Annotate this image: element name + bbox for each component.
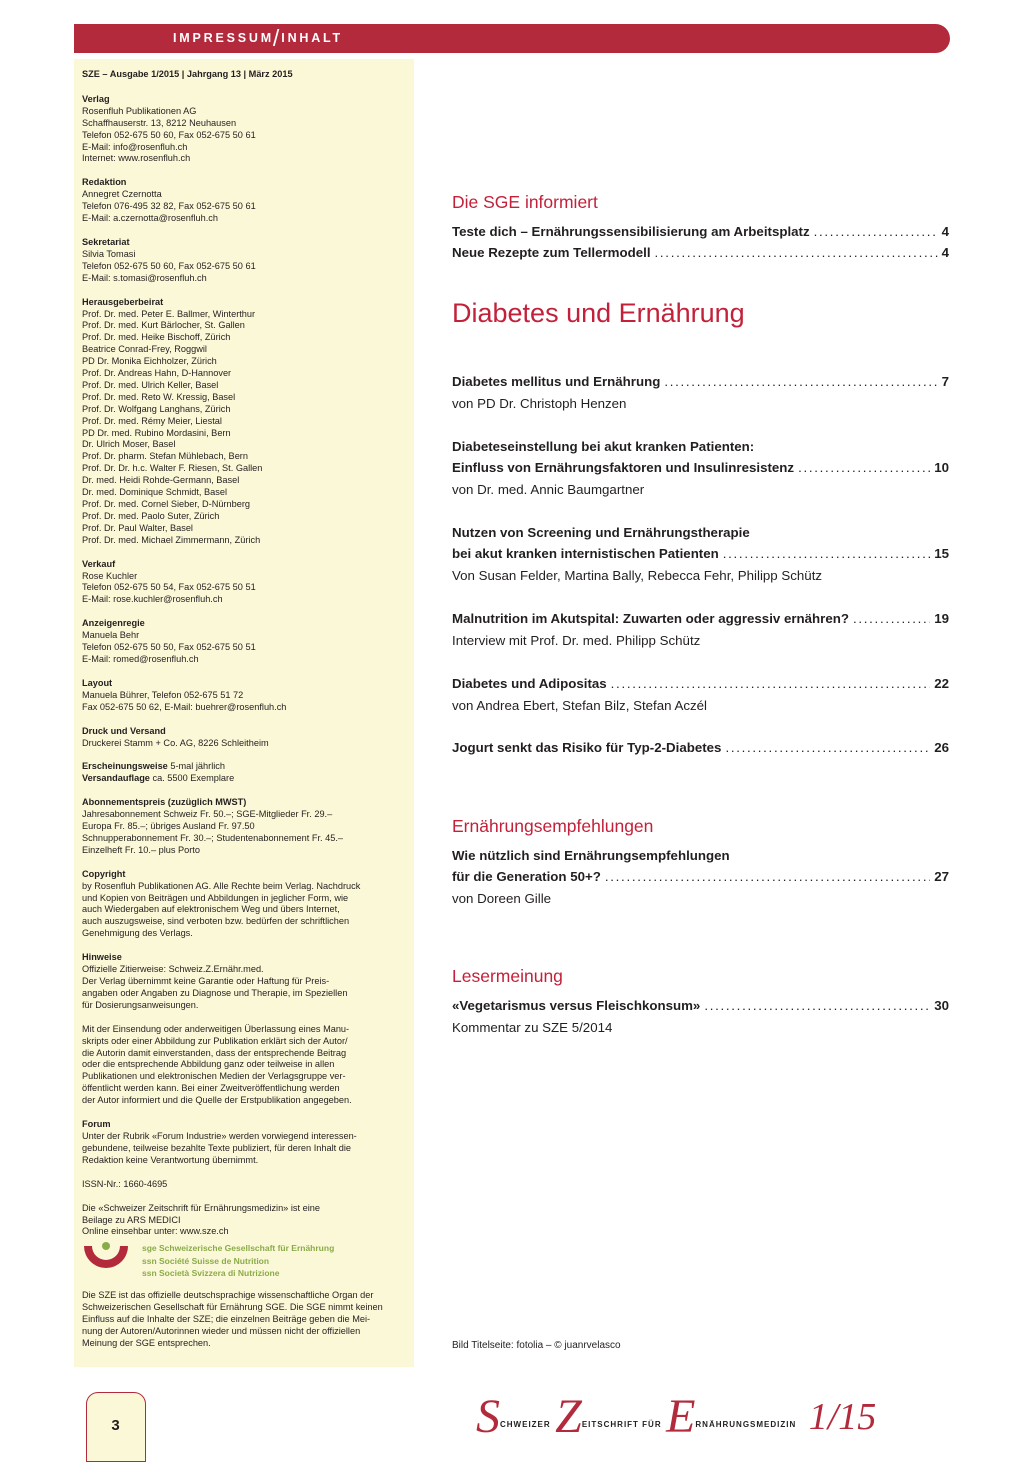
text-line: auch auszugsweise, sind verboten bzw. bedürfen der schriftlichen xyxy=(82,916,350,927)
toc-leader xyxy=(655,245,938,260)
section-title-empfehlungen: Ernährungsempfehlungen xyxy=(452,816,654,836)
toc-entry[interactable] xyxy=(452,245,949,265)
text-line: Offizielle Zitierweise: Schweiz.Z.Ernähr.med. xyxy=(82,964,264,975)
toc-entry-title: Malnutrition im Akutspital: Zuwarten oder aggressiv ernähren? xyxy=(452,611,849,626)
block-heading: Copyright xyxy=(82,868,126,879)
toc-leader xyxy=(605,869,930,884)
inline-text: ca. 5500 Exemplare xyxy=(149,773,235,784)
block-hinweise xyxy=(82,952,406,1012)
versandauflage-line xyxy=(82,773,406,785)
toc-page-number: 10 xyxy=(934,460,949,475)
toc-entry-line1[interactable]: Diabeteseinstellung bei akut kranken Patienten: xyxy=(452,439,755,454)
text-line: sge Schweizerische Gesellschaft für Ernährung xyxy=(142,1243,335,1254)
text-line: nung der Autoren/Autorinnen wieder und müssen nicht der offiziellen xyxy=(82,1326,361,1337)
text-line: ssn Société Suisse de Nutrition xyxy=(142,1255,270,1266)
block-heading: Redaktion xyxy=(82,177,127,188)
toc-entry[interactable] xyxy=(452,740,949,760)
toc-leader xyxy=(798,460,930,475)
text-line: Redaktion keine Verantwortung übernimmt. xyxy=(82,1154,259,1165)
sge-logo-text xyxy=(142,1242,334,1280)
text-line: Internet: www.rosenfluh.ch xyxy=(82,153,191,164)
text-line: Jahresabonnement Schweiz Fr. 50.–; SGE-Mitglieder Fr. 29.– xyxy=(82,809,333,820)
text-line: Schweizerischen Gesellschaft für Ernährung SGE. Die SGE nimmt keinen xyxy=(82,1302,383,1313)
block-abonnement xyxy=(82,797,406,857)
toc-leader xyxy=(611,676,931,691)
text-line: ssn Società Svizzera di Nutrizione xyxy=(142,1268,280,1279)
block-verkauf xyxy=(82,559,406,607)
section-header xyxy=(173,25,343,51)
toc-entry-line1[interactable]: Wie nützlich sind Ernährungsempfehlungen xyxy=(452,848,730,863)
page-number: 3 xyxy=(111,1417,120,1434)
text-line: Der Verlag übernimmt keine Garantie oder Haftung für Preis- xyxy=(82,976,330,986)
toc-leader xyxy=(723,546,930,561)
impressum-sidebar xyxy=(74,59,414,1367)
toc-entry[interactable] xyxy=(452,460,949,480)
text-line: Prof. Dr. Dr. h.c. Walter F. Riesen, St. Gallen xyxy=(82,463,263,474)
journal-logo xyxy=(476,1392,876,1442)
block-herausgeberbeirat xyxy=(82,297,406,547)
toc-entry-title: Teste dich – Ernährungssensibilisierung am Arbeitsplatz xyxy=(452,224,810,239)
sge-logo xyxy=(82,1242,406,1280)
issue-line: SZE – Ausgabe 1/2015 | Jahrgang 13 | März 2015 xyxy=(82,69,293,79)
block-sekretariat xyxy=(82,237,406,285)
toc-entry[interactable] xyxy=(452,611,949,631)
text-line: Dr. med. Heidi Rohde-Germann, Basel xyxy=(82,475,240,486)
text-line: Prof. Dr. med. Ulrich Keller, Basel xyxy=(82,379,219,390)
text-line: oder die entsprechende Abbildung ganz oder teilweise in allen xyxy=(82,1059,335,1070)
text-line: E-Mail: a.czernotta@rosenfluh.ch xyxy=(82,213,218,224)
toc-leader xyxy=(814,224,938,239)
journal-word: CHWEIZER xyxy=(500,1420,551,1429)
text-line: Telefon 052-675 50 54, Fax 052-675 50 51 xyxy=(82,582,256,593)
erscheinungsweise-line xyxy=(82,761,406,773)
block-heading: Sekretariat xyxy=(82,236,130,247)
block-copyright xyxy=(82,869,406,940)
text-line: Prof. Dr. med. Cornel Sieber, D-Nürnberg xyxy=(82,499,250,509)
journal-word: RNÄHRUNGSMEDIZIN xyxy=(695,1420,797,1429)
inline-text: 5-mal jährlich xyxy=(167,761,225,772)
text-line: Beatrice Conrad-Frey, Roggwil xyxy=(82,344,207,355)
toc-page-number: 7 xyxy=(941,374,949,389)
toc-entry-title: Jogurt senkt das Risiko für Typ-2-Diabetes xyxy=(452,740,722,755)
toc-entry[interactable] xyxy=(452,869,949,889)
toc-entry-title: bei akut kranken internistischen Patienten xyxy=(452,546,719,561)
text-line: Prof. Dr. Andreas Hahn, D-Hannover xyxy=(82,368,232,379)
text-line: Online einsehbar unter: www.sze.ch xyxy=(82,1226,229,1237)
toc-entry[interactable] xyxy=(452,224,949,244)
text-line: angaben oder Angaben zu Diagnose und Therapie, im Speziellen xyxy=(82,987,348,998)
text-line: Europa Fr. 85.–; übriges Ausland Fr. 97.50 xyxy=(82,821,255,832)
text-line: Prof. Dr. Wolfgang Langhans, Zürich xyxy=(82,403,231,414)
block-einsendung xyxy=(82,1024,406,1107)
block-anzeigenregie xyxy=(82,618,406,666)
text-line: gebundene, teilweise bezahlte Texte publiziert, für deren Inhalt die xyxy=(82,1142,351,1153)
toc-entry-title: für die Generation 50+? xyxy=(452,869,601,884)
text-line: öffentlicht werden kann. Bei einer Zweitveröffentlichung werden xyxy=(82,1083,340,1094)
text-line: der Autor informiert und die Quelle der Erstpublikation angegeben. xyxy=(82,1095,352,1106)
text-line: PD Dr. Monika Eichholzer, Zürich xyxy=(82,356,217,367)
text-line: Schnupperabonnement Fr. 30.–; Studentenabonnement Fr. 45.– xyxy=(82,832,344,843)
section-title-lesermeinung: Lesermeinung xyxy=(452,966,563,986)
block-druck xyxy=(82,726,406,750)
toc-entry-title: Einfluss von Ernährungsfaktoren und Insulinresistenz xyxy=(452,460,795,475)
text-line: Telefon 052-675 50 60, Fax 052-675 50 61 xyxy=(82,129,256,140)
toc-page-number: 4 xyxy=(941,245,949,260)
journal-letter: E xyxy=(666,1390,696,1443)
cover-credit: Bild Titelseite: fotolia – © juanrvelasco xyxy=(452,1340,621,1351)
text-line: Prof. Dr. Paul Walter, Basel xyxy=(82,522,193,533)
block-heading: Anzeigenregie xyxy=(82,618,145,629)
block-erscheinung xyxy=(82,761,406,785)
toc-author: Von Susan Felder, Martina Bally, Rebecca Fehr, Philipp Schütz xyxy=(452,568,823,583)
toc-entry-title: Neue Rezepte zum Tellermodell xyxy=(452,245,651,260)
text-line: Telefon 052-675 50 50, Fax 052-675 50 51 xyxy=(82,642,256,653)
block-heading: Forum xyxy=(82,1119,111,1130)
text-line: Manuela Behr xyxy=(82,630,140,641)
journal-letter: S xyxy=(476,1390,500,1443)
text-line: Prof. Dr. med. Peter E. Ballmer, Winterthur xyxy=(82,308,256,319)
text-line: Prof. Dr. med. Kurt Bärlocher, St. Gallen xyxy=(82,320,245,331)
text-line: Einfluss auf die Inhalte der SZE; die einzelnen Beiträge geben die Mei- xyxy=(82,1314,371,1325)
toc-entry-line1[interactable]: Nutzen von Screening und Ernährungstherapie xyxy=(452,525,750,540)
text-line: Unter der Rubrik «Forum Industrie» werden vorwiegend interessen- xyxy=(82,1130,357,1141)
block-beilage xyxy=(82,1203,406,1239)
text-line: Telefon 052-675 50 60, Fax 052-675 50 61 xyxy=(82,260,256,271)
journal-issue: 1/15 xyxy=(808,1396,877,1438)
journal-letter: Z xyxy=(555,1390,582,1443)
text-line: Einzelheft Fr. 10.– plus Porto xyxy=(82,844,200,855)
block-heading: Layout xyxy=(82,677,113,688)
journal-word: EITSCHRIFT FÜR xyxy=(581,1420,662,1429)
focus-title: Diabetes und Ernährung xyxy=(452,298,745,328)
text-line: E-Mail: romed@rosenfluh.ch xyxy=(82,653,199,664)
text-line: skripts oder einer Abbildung zur Publikation erklärt sich der Autor/ xyxy=(82,1035,348,1046)
block-heading: Abonnementspreis (zuzüglich MWST) xyxy=(82,797,247,808)
block-heading: Druck und Versand xyxy=(82,725,166,736)
toc-leader xyxy=(853,611,930,626)
toc-author: Interview mit Prof. Dr. med. Philipp Schütz xyxy=(452,633,701,648)
text-line: Dr. Ulrich Moser, Basel xyxy=(82,439,176,450)
toc-page-number: 27 xyxy=(934,869,949,884)
text-line: die Autorin damit einverstanden, dass der entsprechende Beitrag xyxy=(82,1047,347,1058)
block-heading: Hinweise xyxy=(82,952,122,963)
block-heading: Herausgeberbeirat xyxy=(82,296,164,307)
text-line: E-Mail: s.tomasi@rosenfluh.ch xyxy=(82,272,207,283)
text-line: für Dosierungsanweisungen. xyxy=(82,999,199,1010)
text-line: auch Wiedergaben auf elektronischem Weg und übers Internet, xyxy=(82,904,340,915)
text-line: Prof. Dr. med. Rémy Meier, Liestal xyxy=(82,415,222,426)
block-layout xyxy=(82,678,406,714)
block-forum xyxy=(82,1119,406,1167)
header-impressum: IMPRESSUM xyxy=(173,31,274,45)
header-inhalt: INHALT xyxy=(281,31,343,45)
text-line: Meinung der SGE entsprechen. xyxy=(82,1337,211,1348)
block-verlag xyxy=(82,94,406,165)
toc-page-number: 26 xyxy=(934,740,949,755)
text-line: by Rosenfluh Publikationen AG. Alle Rechte beim Verlag. Nachdruck xyxy=(82,880,361,891)
toc-leader xyxy=(704,998,930,1013)
toc-entry[interactable] xyxy=(452,676,949,696)
inline-heading: Versandauflage xyxy=(82,773,150,784)
toc-leader xyxy=(725,740,930,755)
toc-page-number: 4 xyxy=(941,224,949,239)
text-line: Manuela Bührer, Telefon 052-675 51 72 xyxy=(82,689,244,700)
text-line: Beilage zu ARS MEDICI xyxy=(82,1214,181,1225)
toc-entry-title: «Vegetarismus versus Fleischkonsum» xyxy=(452,998,701,1013)
toc-entry-title: Diabetes mellitus und Ernährung xyxy=(452,374,661,389)
text-line: Schaffhauserstr. 13, 8212 Neuhausen xyxy=(82,117,237,128)
block-sge-note xyxy=(82,1290,406,1350)
toc-page-number: 15 xyxy=(934,546,949,561)
text-line: Rose Kuchler xyxy=(82,570,138,581)
text-line: Prof. Dr. med. Heike Bischoff, Zürich xyxy=(82,332,231,343)
text-line: Prof. Dr. med. Michael Zimmermann, Zürich xyxy=(82,534,261,545)
text-line: Prof. Dr. med. Paolo Suter, Zürich xyxy=(82,510,220,521)
toc-page-number: 19 xyxy=(934,611,949,626)
block-issn xyxy=(82,1179,406,1191)
text-line: Die «Schweizer Zeitschrift für Ernährungsmedizin» ist eine xyxy=(82,1202,320,1213)
table-of-contents xyxy=(452,0,952,1448)
text-line: ISSN-Nr.: 1660-4695 xyxy=(82,1178,168,1189)
toc-author: von PD Dr. Christoph Henzen xyxy=(452,396,627,411)
inline-heading: Erscheinungsweise xyxy=(82,761,168,772)
block-redaktion xyxy=(82,177,406,225)
toc-author: Kommentar zu SZE 5/2014 xyxy=(452,1020,613,1035)
text-line: Druckerei Stamm + Co. AG, 8226 Schleitheim xyxy=(82,737,269,748)
sge-logo-icon xyxy=(82,1242,130,1280)
text-line: und Kopien von Beiträgen und Abbildungen in jeglicher Form, wie xyxy=(82,892,349,903)
toc-page-number: 22 xyxy=(934,676,949,691)
toc-author: von Andrea Ebert, Stefan Bilz, Stefan Aczél xyxy=(452,698,708,713)
block-heading: Verkauf xyxy=(82,558,116,569)
text-line: Prof. Dr. med. Reto W. Kressig, Basel xyxy=(82,391,236,402)
toc-leader xyxy=(664,374,937,389)
text-line: Dr. med. Dominique Schmidt, Basel xyxy=(82,487,228,498)
text-line: Rosenfluh Publikationen AG xyxy=(82,105,197,116)
text-line: Telefon 076-495 32 82, Fax 052-675 50 61 xyxy=(82,201,256,212)
text-line: Publikationen und elektronischen Medien der Verlagsgruppe ver- xyxy=(82,1071,346,1082)
text-line: E-Mail: info@rosenfluh.ch xyxy=(82,141,188,152)
toc-page-number: 30 xyxy=(934,998,949,1013)
toc-entry[interactable] xyxy=(452,998,949,1018)
section-title-sge: Die SGE informiert xyxy=(452,192,598,212)
text-line: Die SZE ist das offizielle deutschsprachige wissenschaftliche Organ der xyxy=(82,1290,374,1301)
toc-entry[interactable] xyxy=(452,546,949,566)
text-line: Prof. Dr. pharm. Stefan Mühlebach, Bern xyxy=(82,451,248,462)
toc-entry[interactable] xyxy=(452,374,949,394)
header-slash: / xyxy=(272,25,280,51)
text-line: Genehmigung des Verlags. xyxy=(82,928,193,939)
text-line: Silvia Tomasi xyxy=(82,248,136,259)
text-line: Fax 052-675 50 62, E-Mail: buehrer@rosenfluh.ch xyxy=(82,701,287,712)
page-number-tab xyxy=(86,1392,146,1462)
text-line: E-Mail: rose.kuchler@rosenfluh.ch xyxy=(82,594,223,605)
block-heading: Verlag xyxy=(82,93,110,104)
text-line: Mit der Einsendung oder anderweitigen Überlassung eines Manu- xyxy=(82,1023,350,1034)
text-line: Annegret Czernotta xyxy=(82,189,162,200)
toc-author: von Dr. med. Annic Baumgartner xyxy=(452,482,645,497)
text-line: PD Dr. med. Rubino Mordasini, Bern xyxy=(82,427,231,438)
toc-author: von Doreen Gille xyxy=(452,891,552,906)
toc-entry-title: Diabetes und Adipositas xyxy=(452,676,607,691)
